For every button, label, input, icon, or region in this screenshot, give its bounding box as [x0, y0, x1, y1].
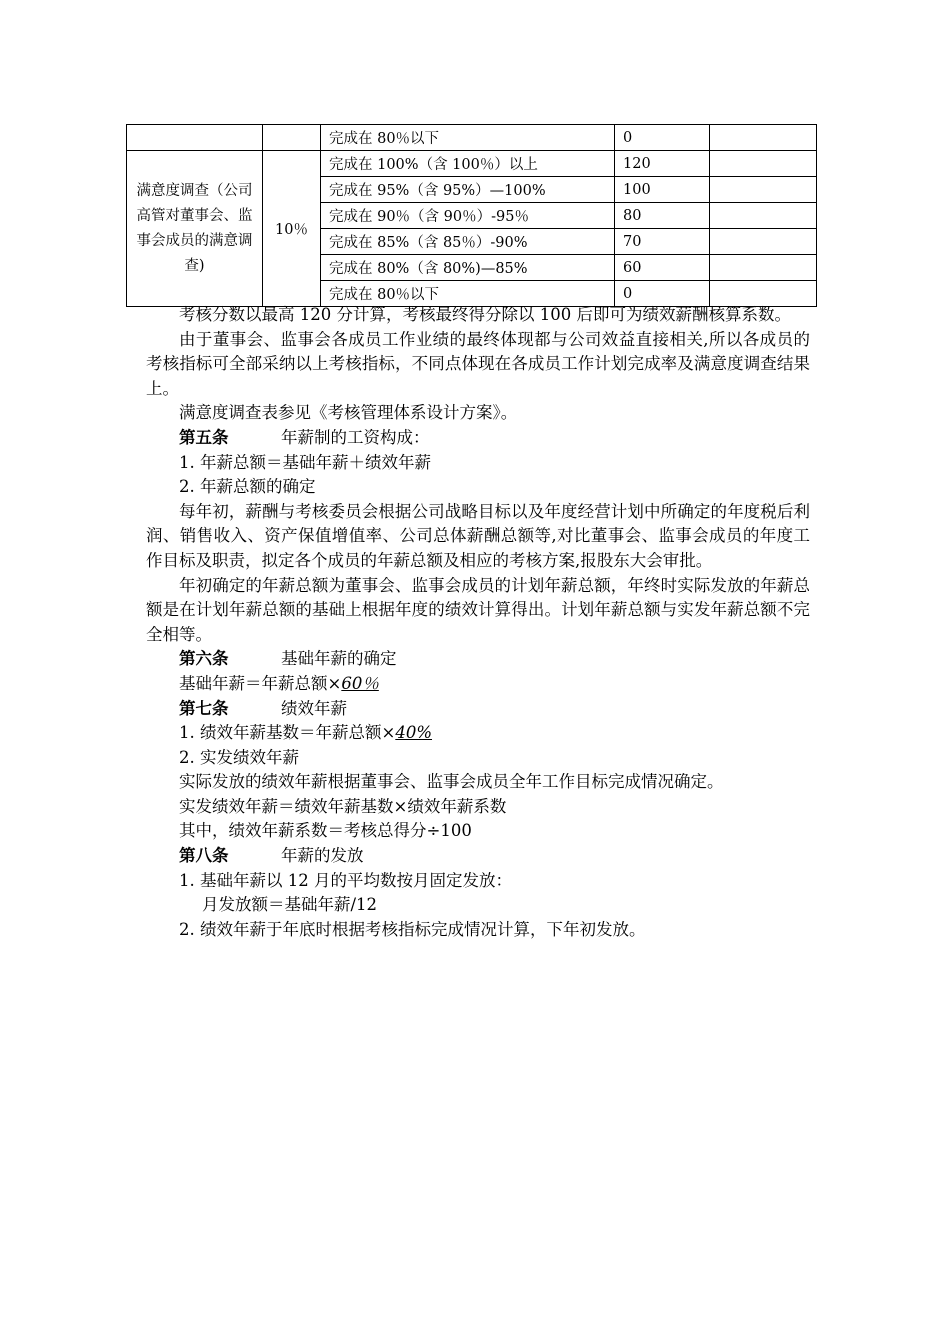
text-line: 实际发放的绩效年薪根据董事会、监事会成员全年工作目标完成情况确定。	[179, 772, 724, 792]
list-item: 2. 实发绩效年薪	[179, 747, 299, 767]
paragraph-score-note: 考核分数以最高 120 分计算，考核最终得分除以 100 后即可为绩效薪酬核算系数。	[179, 305, 791, 324]
condition-cell: 完成在 80%（含 80%)—85%	[321, 255, 615, 281]
article-7-heading	[146, 697, 810, 722]
remark-cell	[710, 177, 817, 203]
percentage-value: 60％	[341, 673, 379, 693]
list-item: 2. 绩效年薪于年底时根据考核指标完成情况计算，下年初发放。	[179, 919, 646, 939]
article-6-heading	[146, 647, 810, 672]
article-label: 第六条	[179, 649, 229, 669]
article-5-heading	[146, 426, 810, 451]
article-title: 绩效年薪	[281, 698, 347, 718]
score-cell: 0	[615, 281, 710, 307]
text-line: 实发绩效年薪＝绩效年薪基数×绩效年薪系数	[179, 796, 507, 816]
document-body	[146, 303, 810, 942]
list-item: 2. 年薪总额的确定	[179, 477, 316, 497]
article-label: 第五条	[179, 427, 229, 447]
weight-cell: 10％	[263, 151, 321, 307]
score-cell: 120	[615, 151, 710, 177]
article-title: 基础年薪的确定	[281, 649, 397, 669]
article-8-heading	[146, 844, 810, 869]
category-cell: 满意度调查（公司高管对董事会、监事会成员的满意调查)	[127, 151, 263, 307]
percentage-value: 40%	[395, 723, 433, 743]
text-line: 月发放额＝基础年薪/12	[202, 895, 378, 915]
article-title: 年薪制的工资构成：	[281, 427, 430, 447]
score-cell: 80	[615, 203, 710, 229]
paragraph-annual-total: 每年初，薪酬与考核委员会根据公司战略目标以及年度经营计划中所确定的年度税后利润、销售收入、资产保值增值率、公司总体薪酬总额等,对比董事会、监事会成员的年度工作目标及职责，拟定各个成员的年薪总额及相应的考核方案,报股东大会审批。	[146, 501, 810, 570]
score-cell: 0	[615, 125, 710, 151]
formula-text: 基础年薪＝年薪总额×	[179, 673, 342, 693]
formula-text: 1. 绩效年薪基数＝年薪总额×	[179, 723, 396, 743]
condition-cell: 完成在 85%（含 85％）-90%	[321, 229, 615, 255]
condition-cell: 完成在 80％以下	[321, 125, 615, 151]
base-salary-formula	[146, 672, 810, 697]
list-item: 1. 年薪总额＝基础年薪＋绩效年薪	[179, 452, 431, 472]
condition-cell: 完成在 95%（含 95%）—100%	[321, 177, 615, 203]
remark-cell	[710, 151, 817, 177]
list-item	[146, 721, 810, 746]
weight-cell-empty	[263, 125, 321, 151]
paragraph-planned-vs-actual: 年初确定的年薪总额为董事会、监事会成员的计划年薪总额，年终时实际发放的年薪总额是在计划年薪总额的基础上根据年度的绩效计算得出。计划年薪总额与实发年薪总额不完全相等。	[146, 575, 810, 644]
table-row	[127, 125, 817, 151]
remark-cell	[710, 229, 817, 255]
remark-cell	[710, 125, 817, 151]
paragraph-indicators: 由于董事会、监事会各成员工作业绩的最终体现都与公司效益直接相关,所以各成员的考核指标可全部采纳以上考核指标，不同点体现在各成员工作计划完成率及满意度调查结果上。	[146, 329, 810, 398]
article-label: 第七条	[179, 698, 229, 718]
score-cell: 70	[615, 229, 710, 255]
remark-cell	[710, 203, 817, 229]
article-title: 年薪的发放	[281, 846, 364, 866]
category-cell-empty	[127, 125, 263, 151]
paragraph-survey-reference: 满意度调查表参见《考核管理体系设计方案》。	[179, 403, 518, 423]
condition-cell: 完成在 90％（含 90％）-95％	[321, 203, 615, 229]
list-item: 1. 基础年薪以 12 月的平均数按月固定发放：	[179, 870, 512, 890]
condition-cell: 完成在 100%（含 100％）以上	[321, 151, 615, 177]
score-cell: 100	[615, 177, 710, 203]
condition-cell: 完成在 80％以下	[321, 281, 615, 307]
remark-cell	[710, 255, 817, 281]
table-row	[127, 151, 817, 177]
text-line: 其中，绩效年薪系数＝考核总得分÷100	[179, 821, 472, 841]
score-cell: 60	[615, 255, 710, 281]
article-label: 第八条	[179, 846, 229, 866]
assessment-table	[126, 124, 817, 307]
